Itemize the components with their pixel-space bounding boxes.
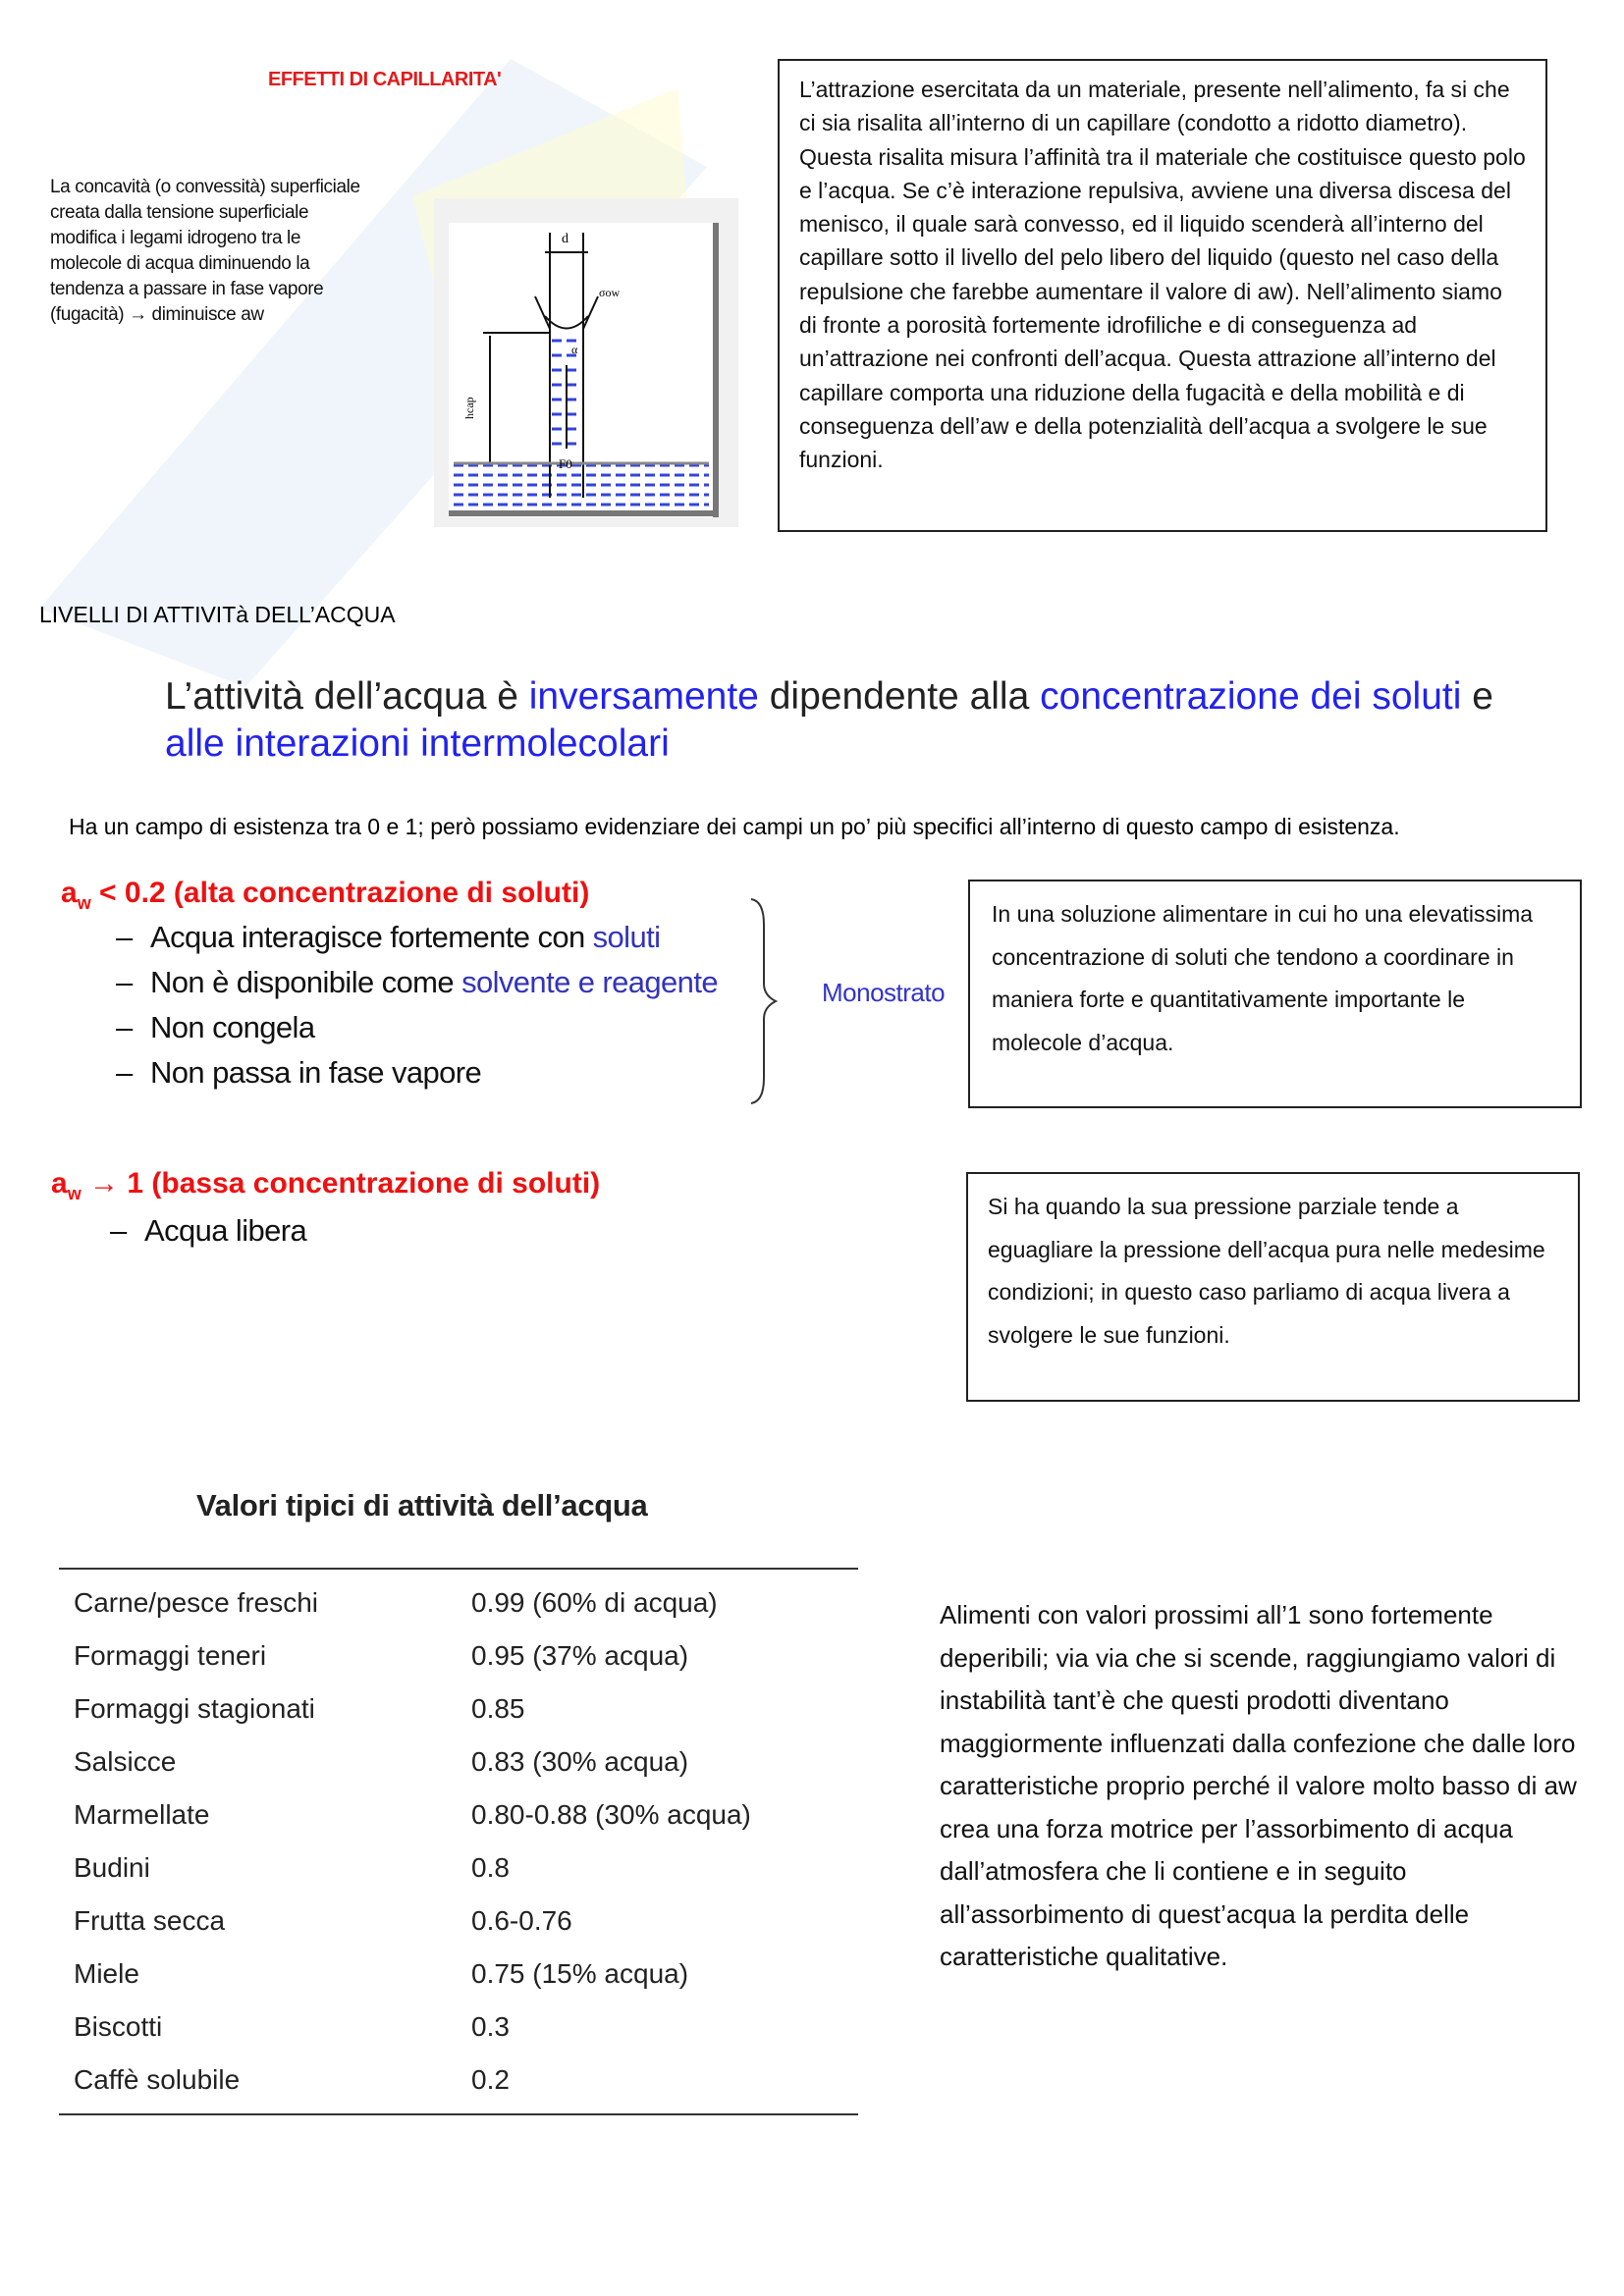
bullet-item: – Non congela — [116, 1010, 315, 1044]
aw-subscript: w — [77, 893, 91, 913]
table-row: Frutta secca 0.6-0.76 — [74, 1905, 572, 1936]
aw-symbol: a — [51, 1167, 68, 1200]
capillarity-title: EFFETTI DI CAPILLARITA' — [268, 69, 502, 90]
high-aw-box: Si ha quando la sua pressione parziale tende a eguagliare la pressione dell’acqua pura nelle medesime condizioni; in questo caso parliamo di acqua livera a svolgere le sue funzioni. — [966, 1172, 1580, 1402]
label-alpha: α — [571, 343, 578, 356]
table-row: Budini 0.8 — [74, 1852, 510, 1883]
heading-highlight: concentrazione dei soluti — [1040, 675, 1462, 718]
intro-text: Ha un campo di esistenza tra 0 e 1; però possiamo evidenziare dei campi un po’ più specifici all’interno di questo campo di esistenza. — [69, 814, 1400, 839]
label-f: F0 — [559, 456, 572, 471]
low-aw-label: < 0.2 (alta concentrazione di soluti) — [90, 877, 590, 909]
heading-highlight: alle interazioni intermolecolari — [165, 722, 670, 765]
monostrato-label: Monostrato — [822, 978, 946, 1007]
high-aw-heading — [51, 1167, 600, 1204]
low-aw-box: In una soluzione alimentare in cui ho una elevatissima concentrazione di soluti che tendono a coordinare in maniera forte e quantitativamente importante le molecole d’acqua. — [968, 880, 1582, 1108]
capillary-diagram — [434, 198, 738, 527]
heading-part: dipendente alla — [758, 675, 1041, 718]
bullet-item: – Non è disponibile come solvente e reagente — [116, 965, 718, 999]
table-row: Formaggi stagionati 0.85 — [74, 1693, 525, 1724]
right-brace-icon — [746, 895, 785, 1107]
low-aw-heading — [61, 877, 589, 914]
table-row: Biscotti 0.3 — [74, 2011, 510, 2042]
label-d: d — [562, 232, 568, 246]
table-row: Miele 0.75 (15% acqua) — [74, 1958, 689, 1989]
section-title: LIVELLI DI ATTIVITà DELL’ACQUA — [39, 602, 396, 627]
aw-subscript: w — [67, 1184, 81, 1203]
bullet-item: – Non passa in fase vapore — [116, 1055, 482, 1090]
heading-part: e — [1461, 675, 1493, 718]
table-row: Salsicce 0.83 (30% acqua) — [74, 1746, 689, 1777]
high-aw-label: → 1 (bassa concentrazione di soluti) — [81, 1167, 601, 1200]
bullet-item: – Acqua interagisce fortemente con soluti — [116, 920, 661, 954]
aw-symbol: a — [61, 877, 78, 909]
aw-values-table — [59, 1568, 858, 2115]
table-row: Marmellate 0.80-0.88 (30% acqua) — [74, 1799, 751, 1830]
table-row: Caffè solubile 0.2 — [74, 2064, 510, 2095]
table-title: Valori tipici di attività dell’acqua — [196, 1488, 648, 1522]
heading-part: L’attività dell’acqua è — [165, 675, 529, 718]
capillarity-text: La concavità (o convessità) superficiale creata dalla tensione superficiale modifica i legami idrogeno tra le molecole di acqua diminuendo la tendenza a passare in fase vapore (fugacità) → diminuisce aw — [50, 177, 360, 325]
bullet-item: – Acqua libera — [110, 1213, 307, 1248]
table-row: Formaggi teneri 0.95 (37% acqua) — [74, 1640, 689, 1671]
table-note: Alimenti con valori prossimi all’1 sono fortemente deperibili; via via che si scende, raggiungiamo valori di instabilità tant’è che questi prodotti diventano maggiormente influenzati dalla confezione che dalle loro caratteristiche proprio perché il valore molto basso di aw crea una forza motrice per l’assorbimento di acqua dall’atmosfera che li contiene e in seguito all’assorbimento di quest’acqua la perdita delle caratteristiche qualitative. — [940, 1600, 1577, 1971]
label-sigma: σow — [599, 286, 621, 299]
label-h: hcap — [462, 397, 476, 419]
heading-highlight: inversamente — [528, 675, 759, 718]
table-row: Carne/pesce freschi 0.99 (60% di acqua) — [74, 1587, 718, 1618]
slide-heading — [165, 673, 1540, 768]
capillarity-explanation-box: L’attrazione esercitata da un materiale, presente nell’alimento, fa si che ci sia risalita all’interno di un capillare (condotto a ridotto diametro). Questa risalita misura l’affinità tra il materiale che costituisce questo polo e l’acqua. Se c’è interazione repulsiva, avviene una diversa discesa del menisco, il quale sarà convesso, ed il liquido scenderà all’interno del capillare sotto il livello del pelo libero del liquido (questo nel caso della repulsione che farebbe aumentare il valore di aw). Nell’alimento siamo di fronte a porosità fortemente idrofiliche e di conseguenza ad un’attrazione nei confronti dell’acqua. Questa attrazione all’interno del capillare comporta una riduzione della fugacità e della mobilità e di conseguenza dell’aw e della potenzialità dell’acqua a svolgere le sue funzioni. — [778, 59, 1547, 532]
